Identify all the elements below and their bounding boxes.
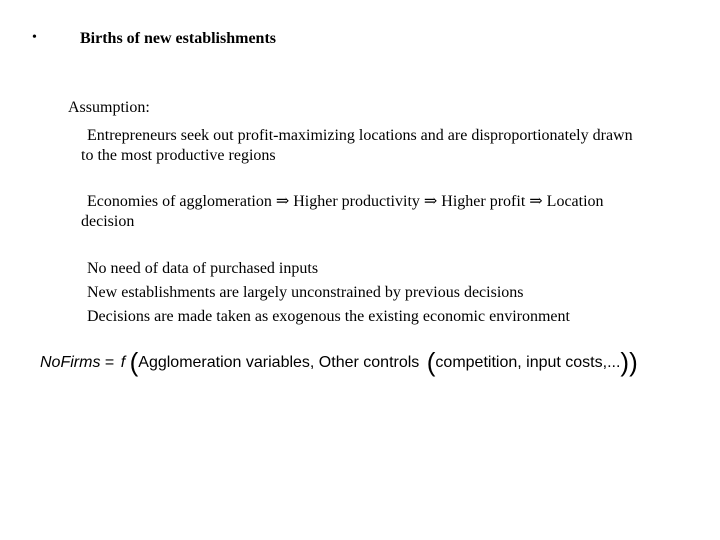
- point-no-input-data: No need of data of purchased inputs: [87, 260, 319, 277]
- formula-inner-paren-open: (: [426, 347, 436, 377]
- assumption-label: Assumption:: [68, 99, 150, 116]
- assumption-text-line-2: to the most productive regions: [81, 147, 276, 164]
- formula-paren-close: )): [620, 347, 638, 377]
- formula-inner-arguments: competition, input costs,...: [435, 354, 621, 371]
- formula-equals: =: [104, 354, 115, 371]
- agglomeration-chain-line-1: Economies of agglomeration ⇒ Higher productivity ⇒ Higher profit ⇒ Location: [87, 193, 604, 210]
- formula-lhs: NoFirms: [40, 354, 101, 371]
- model-formula: [40, 349, 638, 376]
- point-exogenous-environment: Decisions are made taken as exogenous the existing economic environment: [87, 308, 570, 325]
- point-unconstrained: New establishments are largely unconstrained by previous decisions: [87, 284, 524, 301]
- bullet-marker: •: [32, 30, 37, 45]
- agglomeration-chain-line-2: decision: [81, 213, 135, 230]
- formula-arguments: Agglomeration variables, Other controls: [138, 354, 420, 371]
- slide-heading: Births of new establishments: [80, 30, 277, 47]
- assumption-text-line-1: Entrepreneurs seek out profit-maximizing locations and are disproportionately drawn: [87, 127, 633, 144]
- formula-outer-paren-open: (: [129, 347, 139, 377]
- formula-function: f: [120, 354, 126, 371]
